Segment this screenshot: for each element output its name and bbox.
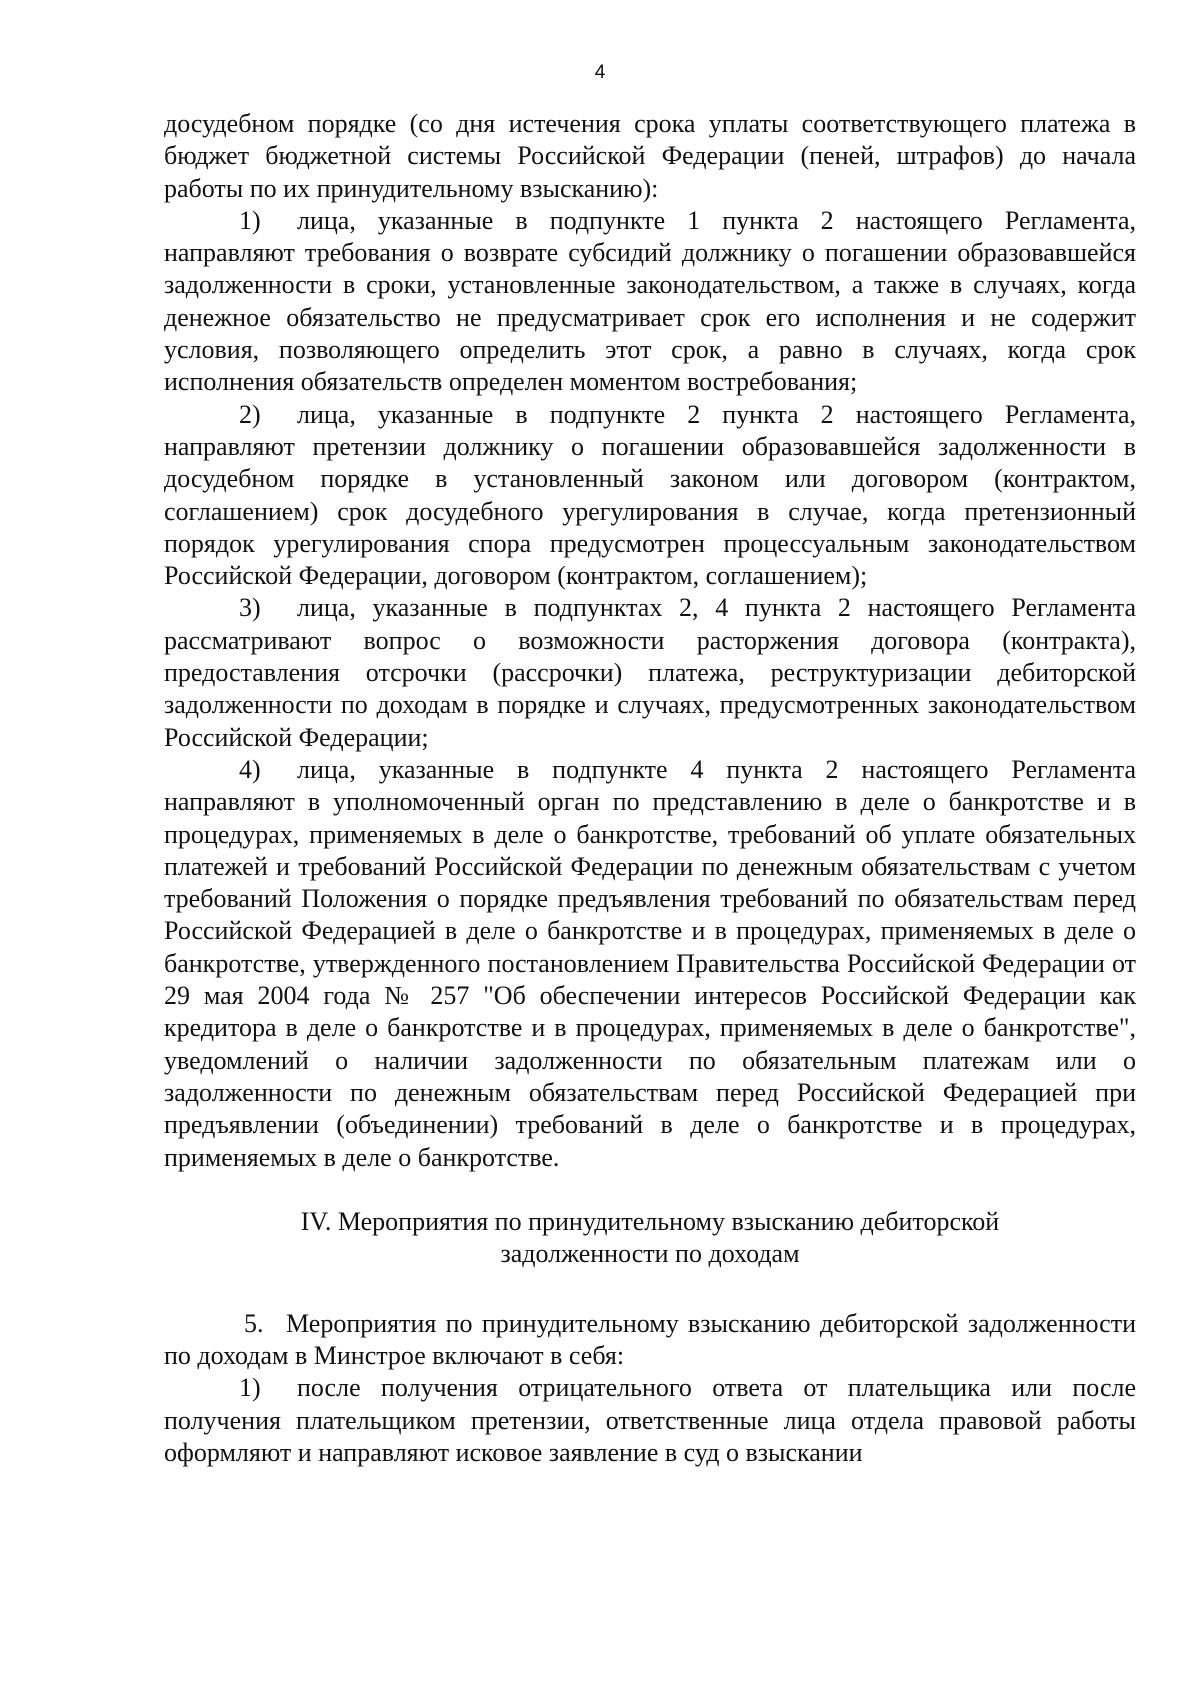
- list-item: [164, 592, 1136, 753]
- list-item: [164, 1372, 1136, 1469]
- list-item: [164, 205, 1136, 399]
- section-heading-line-2: задолженности по доходам: [500, 1238, 800, 1268]
- list-item-number: 1): [239, 205, 261, 235]
- list-item-text: лица, указанные в подпункте 4 пункта 2 настоящего Регламента направляют в уполномоченный орган по представлению в деле о банкротстве и в процедурах, применяемых в деле о банкротстве, требований об уплате обязательных платежей и требований Российской Федерации по денежным обязательствам с учетом требований Положения о порядке предъявления требований по обязательствам перед Российской Федерацией в деле о банкротстве и в процедурах, применяемых в деле о банкротстве, утвержденного постановлением Правительства Российской Федерации от 29 мая 2004 года № 257 "Об обеспечении интересов Российской Федерации как кредитора в деле о банкротстве и в процедурах, применяемых в деле о банкротстве", уведомлений о наличии задолженности по обязательным платежам или о задолженности по денежным обязательствам перед Российской Федерацией при предъявлении (объединении) требований в деле о банкротстве и в процедурах, применяемых в деле о банкротстве.: [164, 754, 1136, 1172]
- list-item-text: лица, указанные в подпункте 1 пункта 2 настоящего Регламента, направляют требования о возврате субсидий должнику о погашении образовавшейся задолженности в сроки, установленные законодательством, а также в случаях, когда денежное обязательство не предусматривает срок его исполнения и не содержит условия, позволяющего определить этот срок, а равно в случаях, когда срок исполнения обязательств определен моментом востребования;: [164, 205, 1136, 397]
- point-number: 5.: [244, 1308, 264, 1338]
- list-item-number: 1): [239, 1373, 261, 1403]
- list-item: [164, 754, 1136, 1174]
- list-item-text: лица, указанные в подпунктах 2, 4 пункта 2 настоящего Регламента рассматривают вопрос о возможности расторжения договора (контракта), предоставления отсрочки (рассрочки) платежа, реструктуризации дебиторской задолженности по доходам в порядке и случаях, предусмотренных законодательством Российской Федерации;: [164, 593, 1136, 752]
- list-item: [164, 399, 1136, 593]
- list-item-number: 2): [239, 399, 261, 429]
- page-number: 4: [594, 62, 606, 83]
- intro-paragraph: досудебном порядке (со дня истечения срока уплаты соответствующего платежа в бюджет бюджетной системы Российской Федерации (пеней, штрафов) до начала работы по их принудительному взысканию):: [164, 109, 1136, 203]
- list-item-number: 3): [239, 593, 261, 623]
- document-body: [164, 108, 1136, 1469]
- point-text: Мероприятия по принудительному взысканию дебиторской задолженности по доходам в Минстрое включают в себя:: [164, 1308, 1136, 1371]
- list-item-text: лица, указанные в подпункте 2 пункта 2 настоящего Регламента, направляют претензии должнику о погашении образовавшейся задолженности в досудебном порядке в установленный законом или договором (контрактом, соглашением) срок досудебного урегулирования в случае, когда претензионный порядок урегулирования спора предусмотрен процессуальным законодательством Российской Федерации, договором (контрактом, соглашением);: [164, 399, 1136, 591]
- list-item-number: 4): [239, 754, 261, 784]
- section-heading: [164, 1206, 1136, 1270]
- section-point: [164, 1308, 1136, 1373]
- section-heading-line-1: IV. Мероприятия по принудительному взысканию дебиторской: [300, 1206, 1000, 1236]
- list-item-text: после получения отрицательного ответа от плательщика или после получения плательщиком претензии, ответственные лица отдела правовой работы оформляют и направляют исковое заявление в суд о взыскании: [164, 1373, 1136, 1467]
